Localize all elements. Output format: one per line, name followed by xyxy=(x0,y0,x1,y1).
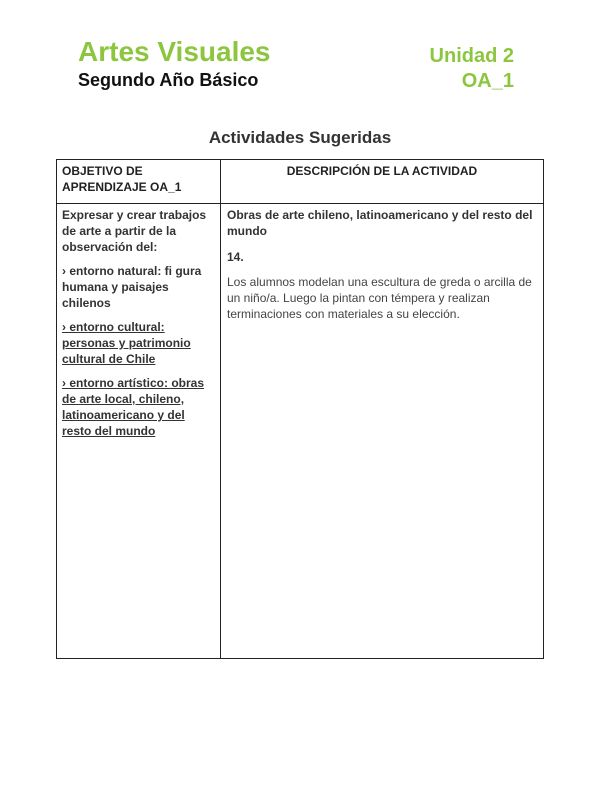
activity-text: Los alumnos modelan una escultura de greda o arcilla de un niño/a. Luego la pintan con témpera y realizan terminaciones con materiales a su elección. xyxy=(227,275,532,321)
table-row xyxy=(57,204,544,659)
description-cell xyxy=(221,204,544,659)
page-subtitle: Segundo Año Básico xyxy=(78,70,259,90)
objective-item-artistic-link[interactable]: › entorno artístico: obras de arte local, chileno, latinoamericano y del resto del mundo xyxy=(62,376,205,438)
page-title: Artes Visuales xyxy=(78,36,271,67)
header-right xyxy=(430,44,514,94)
objective-code: OA_1 xyxy=(461,70,514,92)
activity-title: Obras de arte chileno, latinoamericano y del resto del mundo xyxy=(227,208,533,238)
activity-number: 14. xyxy=(227,250,244,264)
objective-item-cultural-link[interactable]: › entorno cultural: personas y patrimonio cultural de Chile xyxy=(62,320,191,366)
description-column-header: DESCRIPCIÓN DE LA ACTIVIDAD xyxy=(221,160,544,204)
header-left xyxy=(78,35,271,91)
activity-table xyxy=(56,159,544,659)
unit-label: Unidad 2 xyxy=(429,45,514,67)
objective-cell xyxy=(57,204,221,659)
objective-column-header: OBJETIVO DE APRENDIZAJE OA_1 xyxy=(57,160,221,204)
table-header-row xyxy=(57,160,544,204)
objective-intro: Expresar y crear trabajos de arte a partir de la observación del: xyxy=(62,208,207,254)
section-heading: Actividades Sugeridas xyxy=(208,128,392,147)
objective-item-natural: › entorno natural: fi gura humana y paisajes chilenos xyxy=(62,264,202,310)
